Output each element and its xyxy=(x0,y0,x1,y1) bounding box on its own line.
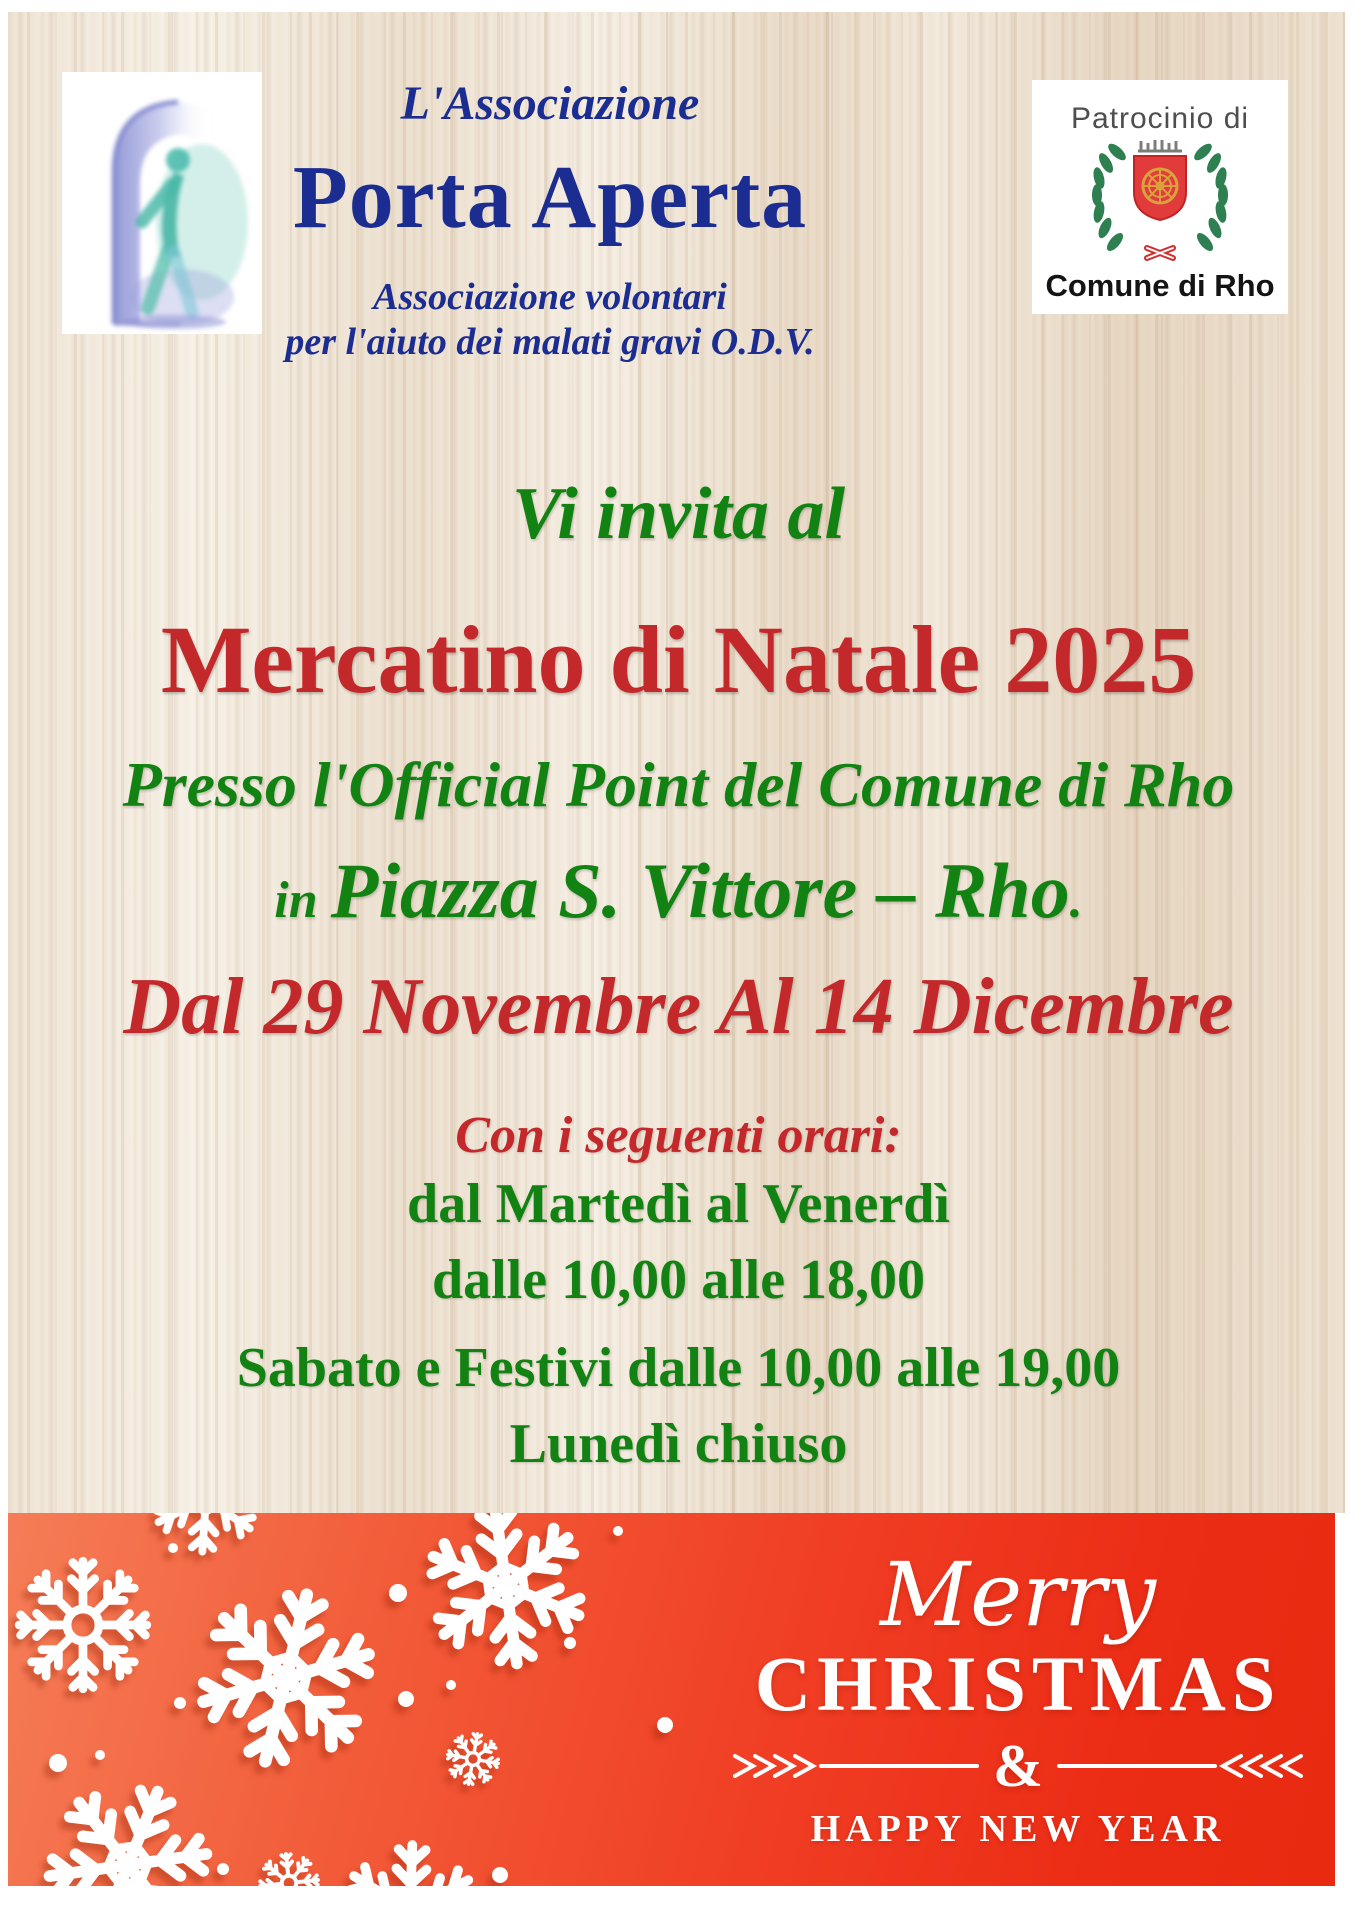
association-intro: L'Associazione xyxy=(400,77,700,130)
location-line xyxy=(0,846,1357,936)
patronage-box xyxy=(1032,80,1288,314)
location-main: Piazza S. Vittore – Rho xyxy=(330,847,1070,934)
divider-right-arrows-icon xyxy=(1057,1749,1307,1783)
event-title: Mercatino di Natale 2025 xyxy=(160,606,1197,713)
schedule-line-3: Sabato e Festivi dalle 10,00 alle 19,00 xyxy=(236,1337,1121,1399)
association-subtitle-2: per l'aiuto dei malati gravi O.D.V. xyxy=(285,320,815,363)
association-name: Porta Aperta xyxy=(292,148,808,247)
happy-new-year-text: HAPPY NEW YEAR xyxy=(810,1808,1226,1850)
schedule-line-4: Lunedì chiuso xyxy=(509,1413,848,1475)
patronage-label: Patrocinio di xyxy=(1070,102,1250,135)
christmas-text: CHRISTMAS xyxy=(754,1640,1282,1727)
door-figure-icon xyxy=(62,72,262,334)
location-suffix: . xyxy=(1069,872,1083,929)
ampersand: & xyxy=(993,1733,1043,1799)
patronage-name: Comune di Rho xyxy=(1045,268,1275,303)
comune-di-rho-crest-icon xyxy=(1085,136,1235,264)
merry-text: Merry xyxy=(879,1543,1157,1646)
association-subtitle-1: Associazione volontari xyxy=(373,276,727,318)
ornament-divider xyxy=(688,1733,1335,1799)
christmas-banner xyxy=(8,1513,1335,1886)
schedule-intro: Con i seguenti orari: xyxy=(455,1107,902,1164)
porta-aperta-logo xyxy=(62,72,262,334)
schedule-line-2: dalle 10,00 alle 18,00 xyxy=(431,1249,926,1311)
dates-line: Dal 29 Novembre Al 14 Dicembre xyxy=(123,963,1234,1051)
greeting-block xyxy=(688,1543,1335,1851)
association-header xyxy=(250,76,850,365)
venue-line: Presso l'Official Point del Comune di Rho xyxy=(122,749,1235,820)
location-prefix: in xyxy=(274,872,331,929)
divider-left-arrows-icon xyxy=(729,1749,979,1783)
schedule-line-1: dal Martedì al Venerdì xyxy=(407,1173,950,1235)
invite-line: Vi invita al xyxy=(511,473,846,555)
